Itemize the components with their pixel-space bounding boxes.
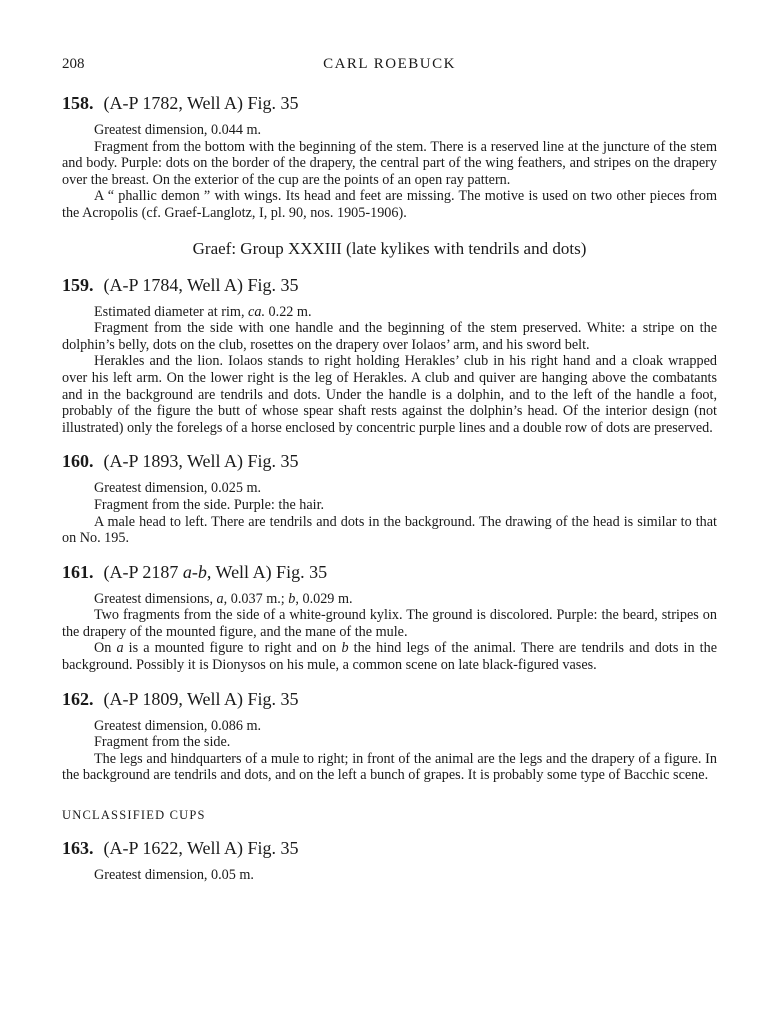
- dimension-text: Greatest dimensions,: [94, 590, 217, 607]
- fragment-letters: a-b: [182, 561, 207, 582]
- entry-dimension: Greatest dimension, 0.044 m.: [94, 122, 262, 138]
- entry-paragraph: Herakles and the lion. Iolaos stands to right holding Herakles’ club in his right hand and a cloak wrapped over his left arm. On the lower right is the leg of Herakles. A club and quiver are hanging above the combatants and in the background are tendrils and dots. Under the handle is a dolphin, and to the left of the handle a foot, probably of the figure the butt of whose spear shaft rests against the dolphin’s head. Of the interior design (not illustrated) only the forelegs of a horse enclosed by concentric purple lines and a double row of dots are preserved.: [62, 353, 717, 436]
- entry-reference: (A-P 1784, Well A) Fig. 35: [103, 274, 299, 295]
- catalog-entry-163: [62, 837, 717, 884]
- dimension-text: , 0.029 m.: [295, 590, 353, 607]
- page-number: 208: [62, 56, 85, 72]
- entry-reference: (A-P 1893, Well A) Fig. 35: [103, 451, 299, 472]
- section-heading: UNCLASSIFIED CUPS: [62, 808, 206, 823]
- entry-number: 162.: [62, 688, 94, 709]
- entry-paragraph: Fragment from the side with one handle and the beginning of the stem preserved. White: a stripe on the dolphin’s belly, dots on the club, rosettes on the drapery over Iolaos’ arm, and his sword belt.: [62, 320, 717, 353]
- entry-heading: [62, 688, 717, 710]
- entry-paragraph: A male head to left. There are tendrils and dots in the background. The drawing of the head is similar to that on No. 195.: [62, 513, 717, 547]
- dimension-abbrev: ca.: [248, 303, 265, 320]
- entry-description-line: Fragment from the side.: [94, 734, 231, 751]
- entry-reference: (A-P 1622, Well A) Fig. 35: [103, 838, 299, 859]
- entry-dimension: [62, 304, 717, 321]
- paragraph-text: is a mounted figure to right and on: [123, 640, 342, 657]
- running-head: [62, 56, 717, 78]
- catalog-entry-161: [62, 561, 717, 674]
- paragraph-text: the hind legs of the animal. There are tendrils and dots in the background. Possibly it is Dionysos on his mule, a common scene on late black-figured vases.: [62, 640, 717, 674]
- entry-heading: [62, 92, 717, 114]
- reference-text: , Well A) Fig. 35: [206, 561, 328, 582]
- entry-reference: (A-P 1809, Well A) Fig. 35: [103, 688, 299, 709]
- fragment-letter: a: [116, 640, 124, 657]
- entry-heading: [62, 561, 717, 583]
- catalog-entry-158: [62, 92, 717, 222]
- fragment-letter: b: [341, 640, 349, 657]
- page: [62, 56, 717, 884]
- paragraph-text: On: [94, 640, 117, 657]
- dimension-text: Estimated diameter at rim,: [94, 303, 249, 320]
- entry-heading: [62, 450, 717, 472]
- entry-paragraph: [62, 640, 717, 673]
- entry-reference: [104, 562, 328, 582]
- entry-number: 161.: [62, 561, 94, 582]
- catalog-entry-162: [62, 688, 717, 784]
- entry-heading: [62, 274, 717, 296]
- entry-paragraph: Fragment from the bottom with the beginning of the stem. There is a reserved line at the juncture of the stem and body. Purple: dots on the border of the drapery, the central part of the wing feathers, and stripes on the drapery over the breast. On the exterior of the cup are the points of an open ray pattern.: [62, 138, 717, 188]
- catalog-entry-159: [62, 274, 717, 437]
- entry-heading: [62, 837, 717, 859]
- entry-number: 160.: [62, 451, 94, 472]
- catalog-entry-160: [62, 450, 717, 546]
- entry-paragraph: A “ phallic demon ” with wings. Its head and feet are missing. The motive is used on two other pieces from the Acropolis (cf. Graef-Langlotz, I, pl. 90, nos. 1905-1906).: [62, 188, 717, 221]
- entry-paragraph: Two fragments from the side of a white-ground kylix. The ground is discolored. Purple: the beard, stripes on the drapery of the mounted figure, and the mane of the mule.: [62, 607, 717, 640]
- fragment-letter: a: [216, 590, 224, 607]
- dimension-text: , 0.037 m.;: [223, 590, 289, 607]
- entry-dimension: Greatest dimension, 0.05 m.: [94, 867, 254, 884]
- entry-dimension: Greatest dimension, 0.086 m.: [94, 717, 262, 734]
- entry-number: 158.: [62, 93, 94, 113]
- entry-paragraph: The legs and hindquarters of a mule to right; in front of the animal are the legs and the drapery of a figure. In the background are tendrils and dots, and on the left a bunch of grapes. It is probably some type of Bacchic scene.: [62, 750, 717, 784]
- entry-paragraph: Fragment from the side. Purple: the hair.: [94, 496, 325, 513]
- entry-dimension: [62, 591, 717, 608]
- entry-dimension: Greatest dimension, 0.025 m.: [94, 480, 262, 497]
- fragment-letter: b: [288, 590, 296, 607]
- dimension-text: 0.22 m.: [265, 303, 312, 320]
- entry-number: 163.: [62, 838, 94, 859]
- running-title: CARL ROEBUCK: [323, 56, 456, 72]
- entry-number: 159.: [62, 274, 94, 295]
- group-heading: Graef: Group XXXIII (late kylikes with tendrils and dots): [192, 238, 587, 258]
- entry-reference: (A-P 1782, Well A) Fig. 35: [103, 93, 299, 113]
- reference-text: (A-P 2187: [103, 561, 183, 582]
